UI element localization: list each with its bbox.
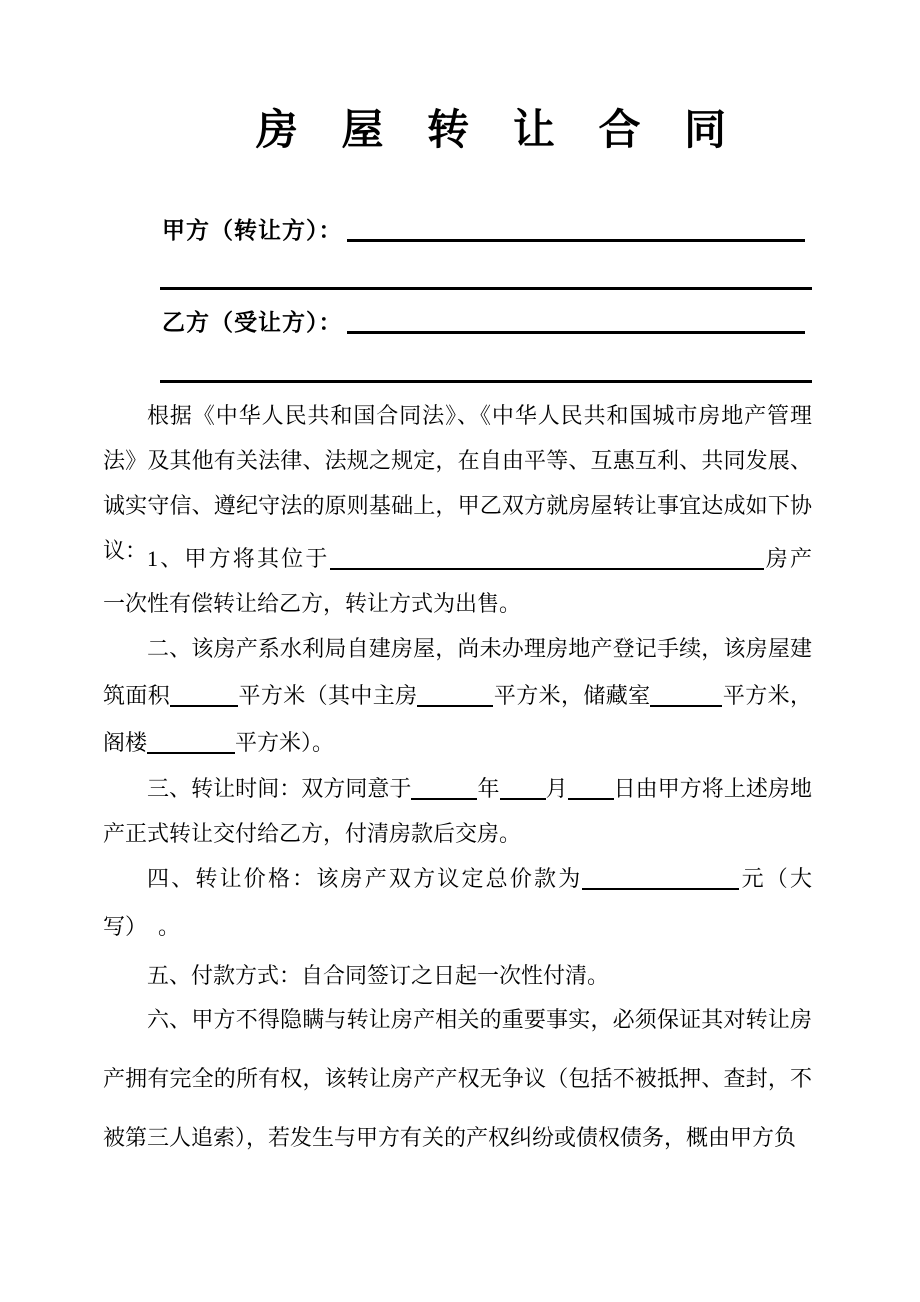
party-b-name-field[interactable] — [347, 309, 805, 334]
blank-field[interactable] — [170, 685, 238, 707]
blank-field[interactable] — [500, 778, 546, 800]
blank-field[interactable] — [650, 685, 722, 707]
party-b-name-line2[interactable] — [160, 380, 812, 383]
clause-5: 五、付款方式：自合同签订之日起一次性付清。 — [147, 963, 610, 988]
blank-field[interactable] — [330, 548, 764, 570]
clause-1: 1、甲方将其位于 房产一次性有偿转让给乙方，转让方式为出售。 — [103, 546, 812, 616]
party-a-name-line2[interactable] — [160, 287, 812, 290]
clause-2: 二、该房产系水利局自建房屋，尚未办理房地产登记手续，该房屋建筑面积 平方米（其中主房 平方米，储藏室 平方米，阁楼 平方米）。 — [103, 636, 812, 755]
party-a-row — [162, 216, 805, 246]
party-a-name-field[interactable] — [347, 217, 805, 242]
preamble-paragraph: 根据《中华人民共和国合同法》、《中华人民共和国城市房地产管理法》及其他有关法律、法规之规定，在自由平等、互惠互利、共同发展、诚实守信、遵纪守法的原则基础上，甲乙双方就房屋转让事宜达成如下协议： — [103, 403, 812, 563]
blank-field[interactable] — [417, 685, 493, 707]
party-b-row — [162, 308, 805, 338]
blank-field[interactable] — [147, 732, 235, 754]
clause-6: 六、甲方不得隐瞒与转让房产相关的重要事实，必须保证其对转让房产拥有完全的所有权，该转让房产产权无争议（包括不被抵押、查封，不被第三人追索），若发生与甲方有关的产权纠纷或债权债务，概由甲方负 — [103, 1007, 812, 1150]
blank-field[interactable] — [582, 868, 739, 890]
clause-4: 四、转让价格：该房产双方议定总价款为 元（大写） 。 — [103, 866, 812, 939]
clause-3: 三、转让时间：双方同意于 年 月 日由甲方将上述房地产正式转让交付给乙方，付清房款后交房。 — [103, 776, 812, 846]
blank-field[interactable] — [568, 778, 614, 800]
party-b-label: 乙方（受让方）： — [162, 310, 343, 335]
document-title: 房 屋 转 让 合 同 — [255, 106, 743, 153]
party-a-label: 甲方（转让方）： — [162, 218, 343, 243]
blank-field[interactable] — [411, 778, 477, 800]
